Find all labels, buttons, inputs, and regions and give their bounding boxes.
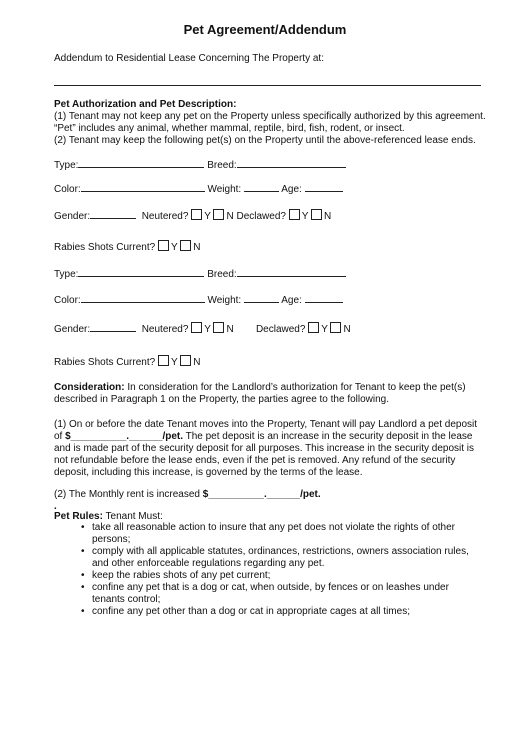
pet1-color-field[interactable]: [81, 181, 205, 192]
pet2-weight-field[interactable]: [244, 292, 279, 303]
pet1-weight-field[interactable]: [244, 181, 279, 192]
yes-label: Y: [204, 324, 211, 335]
pet2-breed-label: Breed:: [207, 269, 237, 280]
list-item: • take all reasonable action to insure that any pet does not violate the rights of other persons;: [81, 522, 481, 546]
rent-amount-field[interactable]: $__________.______/pet.: [202, 489, 321, 500]
yes-label: Y: [321, 324, 328, 335]
pet-rules-list: [81, 522, 481, 618]
property-address-line[interactable]: [54, 85, 481, 86]
list-item: • confine any pet other than a dog or cat in appropriate cages at all times;: [81, 606, 481, 618]
pet2-color-row: [54, 292, 343, 307]
rent-increase-row: [54, 489, 321, 501]
no-label: N: [343, 324, 351, 335]
authorization-heading: Pet Authorization and Pet Description:: [54, 99, 237, 110]
pet2-gender-field[interactable]: [90, 321, 136, 332]
stray-mark: .: [54, 501, 57, 512]
pet2-type-field[interactable]: [78, 266, 204, 277]
no-label: N: [324, 211, 332, 222]
pet2-type-row: [54, 266, 346, 281]
no-label: N: [193, 357, 201, 368]
consideration-heading: Consideration:: [54, 382, 125, 393]
pet1-age-field[interactable]: [305, 181, 343, 192]
pet2-rabies-yes-checkbox[interactable]: [158, 355, 169, 366]
pet1-type-label: Type:: [54, 160, 79, 171]
pet-rules-intro: Tenant Must:: [102, 511, 163, 522]
pet1-rabies-yes-checkbox[interactable]: [158, 240, 169, 251]
authorization-line-3: (2) Tenant may keep the following pet(s) on the Property until the above-referenced lease ends.: [54, 135, 476, 146]
yes-label: Y: [170, 357, 178, 368]
deposit-line-1: (1) On or before the date Tenant moves into the Property, Tenant will pay Landlord a pet deposit of: [54, 419, 478, 442]
addendum-intro: Addendum to Residential Lease Concerning The Property at:: [54, 53, 324, 64]
no-label: N: [193, 242, 201, 253]
pet1-breed-label: Breed:: [207, 160, 237, 171]
pet1-gender-field[interactable]: [90, 208, 136, 219]
pet1-weight-label: Weight:: [207, 184, 242, 195]
pet2-neutered-yes-checkbox[interactable]: [191, 322, 202, 333]
pet1-color-label: Color:: [54, 184, 81, 195]
pet2-declawed-label: Declawed?: [255, 324, 306, 335]
pet2-age-label: Age:: [281, 295, 302, 306]
consideration-text: In consideration for the Landlord’s authorization for Tenant to keep the pet(s) described in Paragraph 1 on the Property, the parties agree to the following.: [54, 382, 466, 405]
deposit-rest-text: The pet deposit is an increase in the security deposit in the lease and is made part of the security deposit for all purposes. This increase in the security deposit is not refundable before the lease ends, even if the pet is removed. Any refund of the security deposit, including this increase, is governed by the terms of the lease.: [54, 431, 475, 478]
pet2-declawed-yes-checkbox[interactable]: [308, 322, 319, 333]
pet1-color-row: [54, 181, 343, 196]
pet1-declawed-yes-checkbox[interactable]: [289, 209, 300, 220]
pet1-age-label: Age:: [281, 184, 302, 195]
no-label: N: [226, 324, 234, 335]
list-item: • keep the rabies shots of any pet current;: [81, 570, 481, 582]
pet1-neutered-yes-checkbox[interactable]: [191, 209, 202, 220]
authorization-line-1: (1) Tenant may not keep any pet on the Property unless specifically authorized by this agreement.: [54, 111, 486, 122]
pet1-rabies-no-checkbox[interactable]: [180, 240, 191, 251]
pet2-color-label: Color:: [54, 295, 81, 306]
pet2-gender-label: Gender:: [54, 324, 91, 335]
pet2-gender-row: [54, 321, 351, 336]
consideration-paragraph: [54, 382, 484, 406]
pet1-neutered-no-checkbox[interactable]: [213, 209, 224, 220]
authorization-line-2: “Pet” includes any animal, whether mammal, reptile, bird, fish, rodent, or insect.: [54, 123, 405, 134]
pet1-neutered-label: Neutered?: [141, 211, 189, 222]
pet1-rabies-label: Rabies Shots Current?: [54, 242, 156, 253]
yes-label: Y: [204, 211, 211, 222]
pet2-neutered-label: Neutered?: [141, 324, 189, 335]
pet-rules-heading: Pet Rules:: [54, 511, 103, 522]
pet2-rabies-row: [54, 355, 200, 369]
pet1-type-field[interactable]: [78, 157, 204, 168]
pet2-type-label: Type:: [54, 269, 79, 280]
yes-label: Y: [301, 211, 309, 222]
pet2-weight-label: Weight:: [207, 295, 242, 306]
list-item: • confine any pet that is a dog or cat, when outside, by fences or on leashes under tenants control;: [81, 582, 481, 606]
pet1-gender-row: [54, 208, 331, 223]
pet1-declawed-label: Declawed?: [236, 211, 286, 222]
pet2-declawed-no-checkbox[interactable]: [330, 322, 341, 333]
rent-increase-text: (2) The Monthly rent is increased: [54, 489, 203, 500]
pet2-rabies-label: Rabies Shots Current?: [54, 357, 156, 368]
yes-label: Y: [170, 242, 178, 253]
pet2-neutered-no-checkbox[interactable]: [213, 322, 224, 333]
no-label: N: [226, 211, 234, 222]
deposit-amount-field[interactable]: $__________.______/pet.: [65, 431, 184, 442]
page-title: Pet Agreement/Addendum: [183, 22, 347, 37]
pet1-gender-label: Gender:: [54, 211, 91, 222]
list-item: • comply with all applicable statutes, ordinances, restrictions, owners association rules, and other enforceable regulations regarding any pet.: [81, 546, 481, 570]
deposit-paragraph: [54, 419, 484, 479]
pet1-type-row: [54, 157, 346, 172]
pet1-rabies-row: [54, 240, 200, 254]
pet1-breed-field[interactable]: [237, 157, 346, 168]
pet2-color-field[interactable]: [81, 292, 205, 303]
pet1-declawed-no-checkbox[interactable]: [311, 209, 322, 220]
pet2-age-field[interactable]: [305, 292, 343, 303]
pet2-rabies-no-checkbox[interactable]: [180, 355, 191, 366]
pet2-breed-field[interactable]: [237, 266, 346, 277]
